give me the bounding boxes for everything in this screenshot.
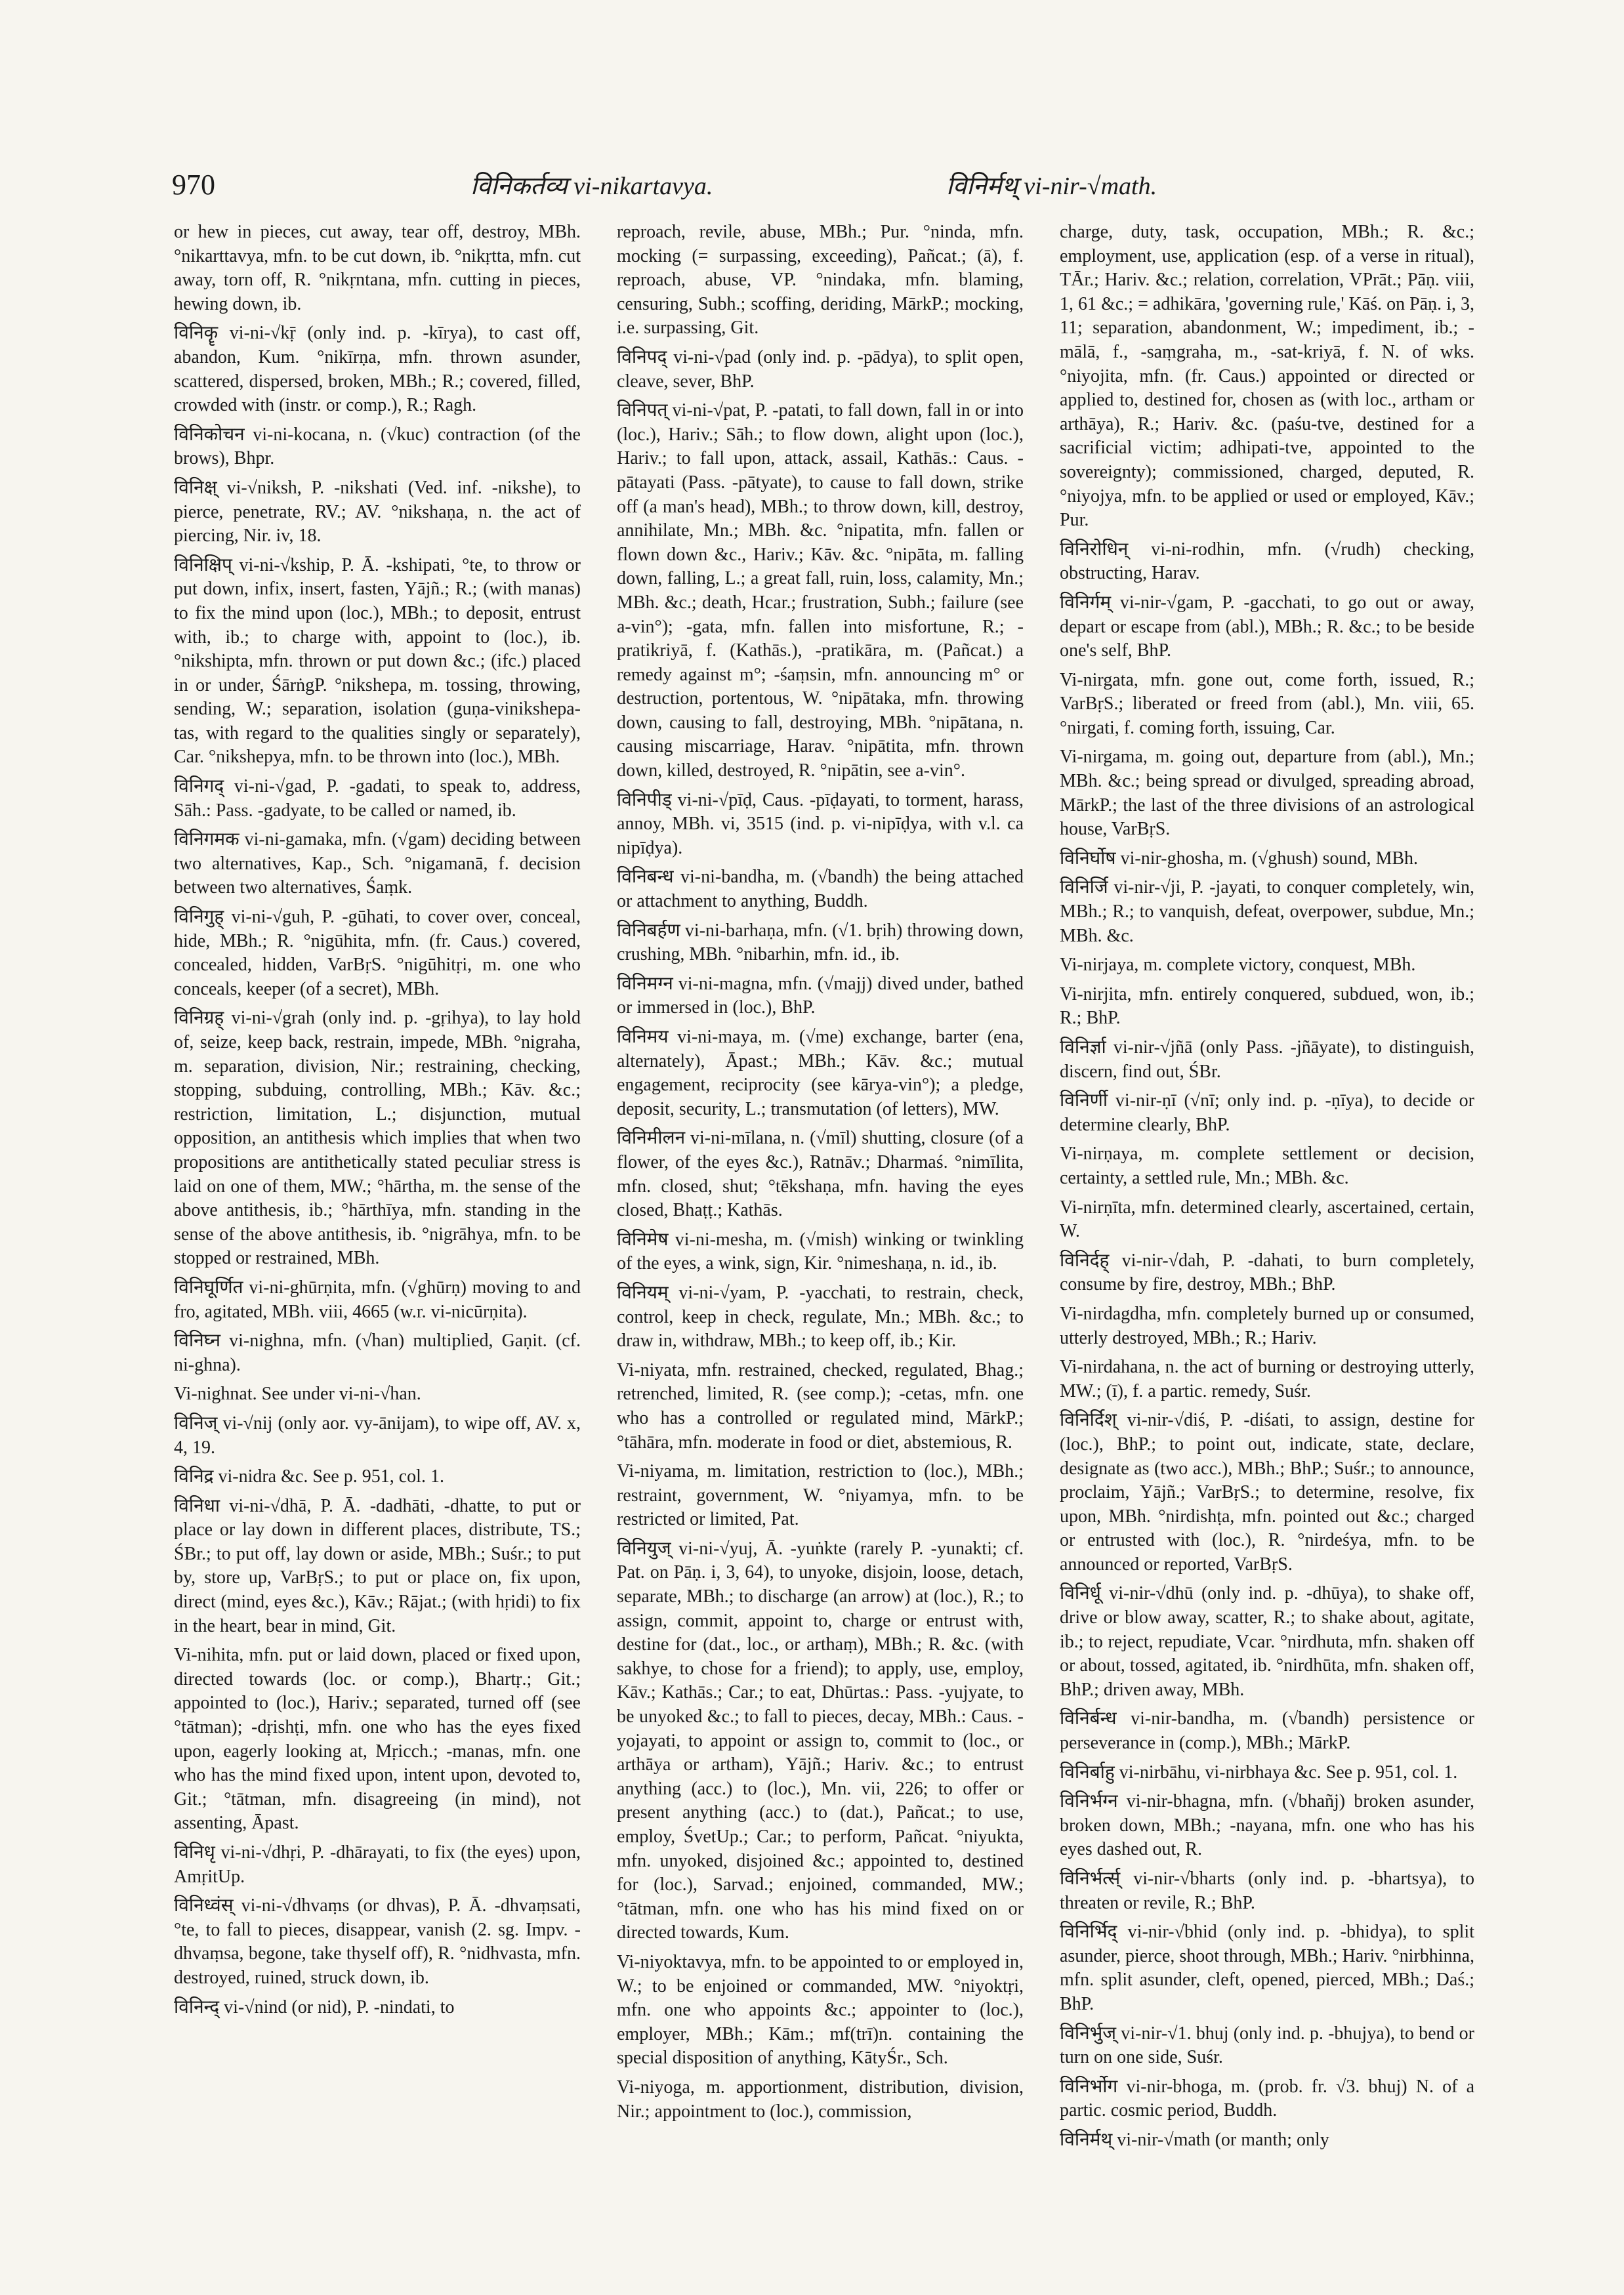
- dictionary-entry: विनिमय vi-ni-maya, m. (√me) exchange, barter (ena, alternately), Āpast.; MBh.; Kāv. &c.; mutual engagement, reciprocity (see kārya-vin°); a pledge, deposit, security, L.; transmutation (of letters), MW.: [617, 1027, 1024, 1119]
- dictionary-entry: विनिबर्हण vi-ni-barhaṇa, mfn. (√1. bṛih) throwing down, crushing, MBh. °nibarhin, mfn. id., ib.: [617, 920, 1024, 965]
- dictionary-entry: Vi-nirgata, mfn. gone out, come forth, issued, R.; VarBṛS.; liberated or freed from (abl.), Mn. viii, 65. °nirgati, f. coming forth, issuing, Car.: [1060, 669, 1474, 738]
- dictionary-entry: विनिर्जि vi-nir-√ji, P. -jayati, to conquer completely, win, MBh.; R.; to vanquish, defeat, overpower, subdue, Mn.; MBh. &c.: [1060, 877, 1474, 946]
- dictionary-entry: विनिध्वंस् vi-ni-√dhvaṃs (or dhvas), P. Ā. -dhvaṃsati, °te, to fall to pieces, disappear, vanish (2. sg. Impv. -dhvaṃsa, begone, take thyself off), R. °nidhvasta, mfn. destroyed, ruined, struck down, ib.: [174, 1895, 581, 1988]
- dictionary-entry: विनिगुह् vi-ni-√guh, P. -gūhati, to cover over, conceal, hide, MBh.; R. °nigūhita, mfn. (fr. Caus.) covered, concealed, hidden, VarBṛS. °nigūhitṛi, m. one who conceals, keeper (of a secret), MBh.: [174, 907, 581, 999]
- dictionary-entry: विनिर्ज्ञा vi-nir-√jñā (only Pass. -jñāyate), to distinguish, discern, find out, ŚBr.: [1060, 1037, 1474, 1082]
- dictionary-entry: विनिर्णी vi-nir-ṇī (√nī; only ind. p. -ṇīya), to decide or determine clearly, BhP.: [1060, 1090, 1474, 1135]
- dictionary-entry: reproach, revile, abuse, MBh.; Pur. °ninda, mfn. mocking (= surpassing, exceeding), Pañcat.; (ā), f. reproach, abuse, VP. °nindaka, mfn. blaming, censuring, Subh.; scoffing, deriding, MārkP.; mocking, i.e. surpassing, Git.: [617, 222, 1024, 339]
- dictionary-entry: Vi-niyoktavya, mfn. to be appointed to or employed in, W.; to be enjoined or commanded, MW. °niyoktṛi, mfn. one who appoints &c.; appointer to (loc.), employer, MBh.; Kām.; mf(trī)n. containing the special disposition of anything, KātyŚr., Sch.: [617, 1951, 1024, 2069]
- dictionary-entry: Vi-niyama, m. limitation, restriction to (loc.), MBh.; restraint, government, W. °niyamya, mfn. to be restricted or limited, Pat.: [617, 1461, 1024, 1530]
- dictionary-entry: विनिरोधिन् vi-ni-rodhin, mfn. (√rudh) checking, obstructing, Harav.: [1060, 539, 1474, 584]
- dictionary-entry: विनिन्द् vi-√nind (or nid), P. -nindati, to: [174, 1996, 455, 2017]
- dictionary-entry: विनिर्भिद् vi-nir-√bhid (only ind. p. -bhidya), to split asunder, pierce, shoot through, MBh.; Hariv. °nirbhinna, mfn. split asunder, cleft, opened, pierced, MBh.; Daś.; BhP.: [1060, 1922, 1474, 2014]
- dictionary-entry: विनियुज् vi-ni-√yuj, Ā. -yuṅkte (rarely P. -yunakti; cf. Pat. on Pāṇ. i, 3, 64), to unyoke, disjoin, loose, detach, separate, MBh.; to discharge (an arrow) at (loc.), R.; to assign, commit, appoint to, charge or entrust with, destine for (dat., loc., or arthaṃ), MBh.; R. &c. (with sakhye, to chose for a friend); to apply, use, employ, Kāv.; Kathās.; Car.; to eat, Dhūrtas.: Pass. -yujyate, to be unyoked &c.; to fall to pieces, decay, MBh.: Caus. -yojayati, to appoint or assign to, commit to (loc., or arthāya or artham), Yājñ.; Hariv. &c.; to entrust anything (acc.) to (loc.), Mn. vii, 226; to offer or present anything (acc.) to (dat.), Pañcat.; to use, employ, ŚvetUp.; Car.; to perform, Pañcat. °niyukta, mfn. unyoked, disjoined &c.; appointed to, destined for (loc.), Sarvad.; enjoined, commanded, MW.; °tātman, mfn. one who has his mind fixed on or directed towards, Kum.: [617, 1538, 1024, 1943]
- dictionary-entry: विनिगमक vi-ni-gamaka, mfn. (√gam) deciding between two alternatives, Kap., Sch. °nigamanā, f. decision between two alternatives, Śaṃk.: [174, 829, 581, 898]
- dictionary-entry: Vi-nirṇaya, m. complete settlement or decision, certainty, a settled rule, Mn.; MBh. &c.: [1060, 1144, 1474, 1188]
- dictionary-entry: विनिधा vi-ni-√dhā, P. Ā. -dadhāti, -dhatte, to put or place or lay down in different places, distribute, TS.; ŚBr.; to put off, lay down or aside, MBh.; Suśr.; to put by, store up, VarBṛS.; to put or place on, fix upon, direct (mind, eyes &c.), Kāv.; Rājat.; (with hṛidi) to fix in the heart, bear in mind, Git.: [174, 1495, 581, 1636]
- page-header: [172, 163, 1484, 209]
- dictionary-entry: विनिर्भुज् vi-nir-√1. bhuj (only ind. p. -bhujya), to bend or turn on one side, Suśr.: [1060, 2023, 1474, 2068]
- dictionary-entry: विनिमेष vi-ni-mesha, m. (√mish) winking or twinkling of the eyes, a wink, sign, Kir. °nimeshaṇa, n. id., ib.: [617, 1229, 1024, 1274]
- dictionary-entry: विनिघ्न vi-nighna, mfn. (√han) multiplied, Gaṇit. (cf. ni-ghna).: [174, 1331, 581, 1375]
- left-running-headword: विनिकर्तव्य vi-nikartavya.: [470, 173, 713, 200]
- dictionary-entry: Vi-nirgama, m. going out, departure from (abl.), Mn.; MBh. &c.; being spread or divulged, spreading abroad, MārkP.; the last of the three divisions of an astrological house, VarBṛS.: [1060, 747, 1474, 840]
- dictionary-entry: विनिगद् vi-ni-√gad, P. -gadati, to speak to, address, Sāh.: Pass. -gadyate, to be called or named, ib.: [174, 776, 581, 821]
- dictionary-entry: Vi-nirṇīta, mfn. determined clearly, ascertained, certain, W.: [1060, 1197, 1474, 1242]
- page-number: 970: [172, 169, 215, 201]
- dictionary-entry: Vi-nighnat. See under vi-ni-√han.: [174, 1384, 421, 1405]
- dictionary-entry: विनिग्रह् vi-ni-√grah (only ind. p. -gṛihya), to lay hold of, seize, keep back, restrain, impede, MBh. °nigraha, m. separation, division, Nir.; restraining, checking, stopping, subduing, controlling, MBh.; Kāv. &c.; restriction, limitation, L.; disjunction, mutual opposition, an antithesis which implies that when two propositions are antithetically stated peculiar stress is laid on one of them, MW.; °hārtha, m. the sense of the above antithesis, ib.; °hārthīya, mfn. standing in the sense of the above antithesis, ib. °nigrāhya, mfn. to be stopped or restrained, MBh.: [174, 1008, 581, 1269]
- dictionary-entry: विनिर्भग्न vi-nir-bhagna, mfn. (√bhañj) broken asunder, broken down, MBh.; -nayana, mfn. one who has his eyes dashed out, R.: [1060, 1791, 1474, 1860]
- dictionary-entry: विनिर्मथ् vi-nir-√math (or manth; only: [1060, 2129, 1329, 2150]
- dictionary-entry: विनिक्षिप् vi-ni-√kship, P. Ā. -kshipati, °te, to throw or put down, infix, insert, fasten, Yājñ.; R.; (with manas) to fix the mind upon (loc.), MBh.; to deposit, entrust with, ib.; to charge with, appoint to (loc.), ib. °nikshipta, mfn. thrown or put down &c.; (ifc.) placed in or under, ŚārṅgP. °nikshepa, m. tossing, throwing, sending, W.; separation, isolation (guṇa-vinikshepa-tas, with regard to the qualities singly or separately), Car. °nikshepya, mfn. to be thrown into (loc.), MBh.: [174, 554, 581, 768]
- column-1: [174, 220, 581, 2025]
- dictionary-entry: Vi-nirdagdha, mfn. completely burned up or consumed, utterly destroyed, MBh.; R.; Hariv.: [1060, 1303, 1474, 1348]
- dictionary-entry: Vi-nirjaya, m. complete victory, conquest, MBh.: [1060, 955, 1416, 976]
- dictionary-entry: विनिर्घोष vi-nir-ghosha, m. (√ghush) sound, MBh.: [1060, 848, 1419, 869]
- dictionary-entry: विनिघूर्णित vi-ni-ghūrṇita, mfn. (√ghūrṇ) moving to and fro, agitated, MBh. viii, 4665 (w.r. vi-nicūrṇita).: [174, 1277, 581, 1322]
- dictionary-entry: विनिर्गम् vi-nir-√gam, P. -gacchati, to go out or away, depart or escape from (abl.), MBh.; R. &c.; to be beside one's self, BhP.: [1060, 592, 1474, 661]
- dictionary-entry: विनिमग्न vi-ni-magna, mfn. (√majj) dived under, bathed or immersed in (loc.), BhP.: [617, 973, 1024, 1018]
- dictionary-entry: विनिर्बाहु vi-nirbāhu, vi-nirbhaya &c. See p. 951, col. 1.: [1060, 1762, 1458, 1783]
- dictionary-entry: विनिर्भर्त्स् vi-nir-√bharts (only ind. p. -bhartsya), to threaten or revile, R.; BhP.: [1060, 1869, 1474, 1913]
- dictionary-entry: विनिपत् vi-ni-√pat, P. -patati, to fall down, fall in or into (loc.), Hariv.; Sāh.; to flow down, alight upon (loc.), Hariv.; to fall upon, attack, assail, Kathās.: Caus. -pātayati (Pass. -pātyate), to cause to fall down, strike off (a man's head), MBh.; to throw down, kill, destroy, annihilate, Mn.; MBh. &c. °nipatita, mfn. fallen or flown down &c., Hariv.; Kāv. &c. °nipāta, m. falling down, falling, L.; a great fall, ruin, loss, calamity, Mn.; MBh. &c.; death, Hcar.; frustration, Subh.; failure (see a-vin°); -gata, mfn. fallen into misfortune, R.; -pratikriyā, f. (Kathās.), -pratikāra, m. (Pañcat.) a remedy against m°; -śaṃsin, mfn. announcing m° or destruction, portentous, W. °nipātaka, mfn. throwing down, causing to fall, destroying, MBh. °nipātana, n. causing miscarriage, Harav. °nipātita, mfn. thrown down, killed, destroyed, R. °nipātin, see a-vin°.: [617, 400, 1024, 781]
- dictionary-entry: विनिर्दह् vi-nir-√dah, P. -dahati, to burn completely, consume by fire, destroy, MBh.; BhP.: [1060, 1250, 1474, 1295]
- dictionary-entry: विनिपद् vi-ni-√pad (only ind. p. -pādya), to split open, cleave, sever, BhP.: [617, 346, 1024, 392]
- dictionary-entry: विनिर्बन्ध vi-nir-bandha, m. (√bandh) persistence or perseverance in (comp.), MBh.; MārkP.: [1060, 1708, 1474, 1754]
- dictionary-entry: Vi-niyoga, m. apportionment, distribution, division, Nir.; appointment to (loc.), commission,: [617, 2077, 1024, 2122]
- dictionary-entry: विनिक्ष् vi-√niksh, P. -nikshati (Ved. inf. -nikshe), to pierce, penetrate, RV.; AV. °nikshaṇa, n. the act of piercing, Nir. iv, 18.: [174, 477, 581, 547]
- dictionary-entry: विनिर्दिश् vi-nir-√diś, P. -diśati, to assign, destine for (loc.), BhP.; to point out, indicate, state, declare, designate as (two acc.), MBh.; BhP.; Suśr.; to announce, proclaim, Yājñ.; VarBṛS.; to determine, resolve, fix upon, MBh. °nirdishṭa, mfn. pointed out &c.; charged or entrusted with (loc.), R. °nirdeśya, mfn. to be announced or reported, VarBṛS.: [1060, 1410, 1474, 1575]
- column-3: [1060, 220, 1474, 2158]
- dictionary-entry: विनिज् vi-√nij (only aor. vy-ānijam), to wipe off, AV. x, 4, 19.: [174, 1413, 581, 1458]
- dictionary-entry: Vi-nirdahana, n. the act of burning or destroying utterly, MW.; (ī), f. a partic. remedy, Suśr.: [1060, 1357, 1474, 1401]
- dictionary-entry: विनिकॄ vi-ni-√kṝ (only ind. p. -kīrya), to cast off, abandon, Kum. °nikīrṇa, mfn. thrown asunder, scattered, dispersed, broken, MBh.; R.; covered, filled, crowded with (instr. or comp.), R.; Ragh.: [174, 323, 581, 416]
- right-running-headword: विनिर्मथ् vi-nir-√math.: [946, 173, 1157, 200]
- dictionary-entry: Vi-niyata, mfn. restrained, checked, regulated, Bhag.; retrenched, limited, R. (see comp.); -cetas, mfn. one who has a controlled or regulated mind, MārkP.; °tāhāra, mfn. moderate in food or diet, abstemious, R.: [617, 1359, 1024, 1453]
- dictionary-entry: विनिकोचन vi-ni-kocana, n. (√kuc) contraction (of the brows), Bhpr.: [174, 424, 581, 469]
- dictionary-entry: or hew in pieces, cut away, tear off, destroy, MBh. °nikarttavya, mfn. to be cut down, ib. °nikṛtta, mfn. cut away, torn off, R. °nikṛntana, mfn. cutting in pieces, hewing down, ib.: [174, 222, 581, 314]
- dictionary-entry: विनिमीलन vi-ni-mīlana, n. (√mīl) shutting, closure (of a flower, of the eyes &c.), Ratnāv.; Dharmaś. °nimīlita, mfn. closed, shut; °tēkshaṇa, mfn. having the eyes closed, Bhaṭṭ.; Kathās.: [617, 1128, 1024, 1221]
- column-2: [617, 220, 1024, 2129]
- dictionary-entry: विनिपीड् vi-ni-√pīḍ, Caus. -pīḍayati, to torment, harass, annoy, MBh. vi, 3515 (ind. p. vi-nipīḍya, with v.l. ca nipīḍya).: [617, 789, 1024, 858]
- dictionary-entry: विनिद्र vi-nidra &c. See p. 951, col. 1.: [174, 1466, 444, 1487]
- dictionary-entry: charge, duty, task, occupation, MBh.; R. &c.; employment, use, application (esp. of a verse in ritual), TĀr.; Hariv. &c.; relation, correlation, VPrāt.; Pāṇ. viii, 1, 61 &c.; = adhikāra, 'governing rule,' Kāś. on Pāṇ. i, 3, 11; separation, abandonment, W.; impediment, ib.; -mālā, f., -saṃgraha, m., -sat-kriyā, f. N. of wks. °niyojita, mfn. (fr. Caus.) appointed or directed or applied to, destined for, chosen as (with loc., artham or arthāya), R.; Hariv. &c. (paśu-tve, destined for a sacrificial victim; adhipati-tve, appointed to the sovereignty); commissioned, charged, deputed, R. °niyojya, mfn. to be applied or used or employed, Kāv.; Pur.: [1060, 222, 1474, 531]
- dictionary-entry: विनिधृ vi-ni-√dhṛi, P. -dhārayati, to fix (the eyes) upon, AmṛitUp.: [174, 1842, 581, 1887]
- dictionary-entry: विनिबन्ध vi-ni-bandha, m. (√bandh) the being attached or attachment to anything, Buddh.: [617, 867, 1024, 912]
- dictionary-entry: विनिर्भोग vi-nir-bhoga, m. (prob. fr. √3. bhuj) N. of a partic. cosmic period, Buddh.: [1060, 2076, 1474, 2121]
- dictionary-entry: Vi-nirjita, mfn. entirely conquered, subdued, won, ib.; R.; BhP.: [1060, 983, 1474, 1029]
- dictionary-entry: विनियम् vi-ni-√yam, P. -yacchati, to restrain, check, control, keep in check, regulate, Mn.; MBh. &c.; to draw in, withdraw, MBh.; to keep off, ib.; Kir.: [617, 1282, 1024, 1352]
- dictionary-entry: Vi-nihita, mfn. put or laid down, placed or fixed upon, directed towards (loc. or comp.), Bhartṛ.; Git.; appointed to (loc.), Hariv.; separated, turned off (see °tātman); -dṛishṭi, mfn. one who has the eyes fixed upon, eagerly looking at, Mṛicch.; -manas, mfn. one who has the mind fixed upon, intent upon, devoted to, Git.; °tātman, mfn. disagreeing (in mind), not assenting, Āpast.: [174, 1645, 581, 1834]
- dictionary-entry: विनिर्धू vi-nir-√dhū (only ind. p. -dhūya), to shake off, drive or blow away, scatter, R.; to shake about, agitate, ib.; to reject, repudiate, Vcar. °nirdhuta, mfn. shaken off or about, tossed, agitated, ib. °nirdhūta, mfn. shaken off, BhP.; driven away, MBh.: [1060, 1583, 1474, 1700]
